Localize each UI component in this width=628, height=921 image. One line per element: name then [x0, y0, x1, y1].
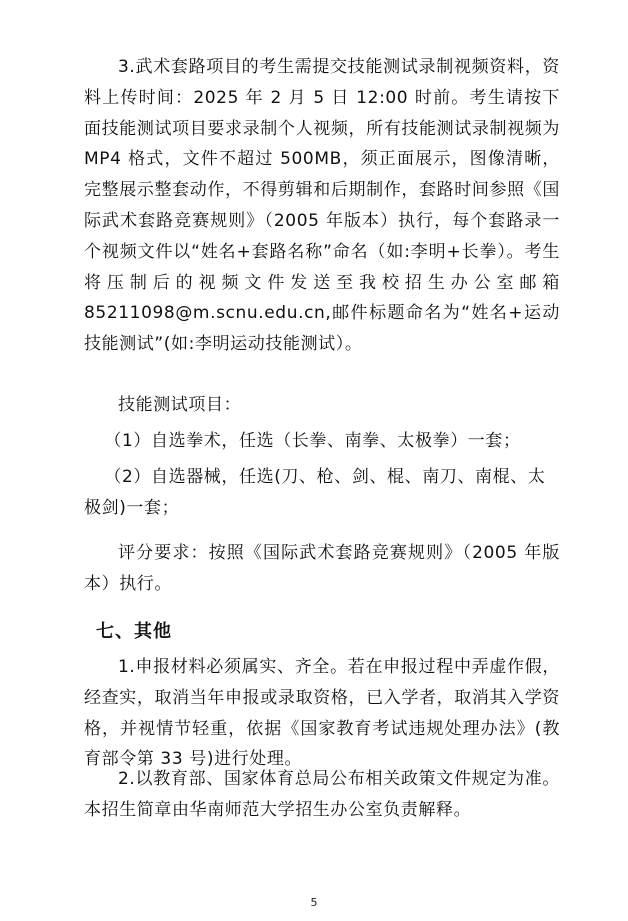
- other-paragraph-1: 1.申报材料必须属实、齐全。若在申报过程中弄虚作假，经查实，取消当年申报或录取资格，已入学者，取消其入学资格，并视情节轻重，依据《国家教育考试违规处理办法》(教育部令第 33 号)进行处理。: [84, 657, 560, 770]
- skill-test-items-title: 技能测试项目：: [118, 395, 242, 415]
- skill-test-item-1: （1）自选拳术，任选（长拳、南拳、太极拳）一套；: [104, 431, 521, 451]
- section-heading-other: 七、其他: [96, 621, 172, 642]
- scoring-requirements-paragraph: 评分要求：按照《国际武术套路竞赛规则》（2005 年版本）执行。: [84, 543, 560, 594]
- skill-test-item-2: （2）自选器械，任选(刀、枪、剑、棍、南刀、南棍、太极剑)一套；: [84, 467, 546, 518]
- video-submission-paragraph: 3.武术套路项目的考生需提交技能测试录制视频资料，资料上传时间：2025 年 2 月 5 日 12:00 时前。考生请按下面技能测试项目要求录制个人视频，所有技能测试录制视频为 MP4 格式，文件不超过 500MB，须正面展示，图像清晰，完整展示整套动作，不得剪辑和后期制作，套路时间参照《国际武术套路竞赛规则》（2005 年版本）执行，每个套路录一个视频文件以“姓名+套路名称”命名（如:李明+长拳）。考生将压制后的视频文件发送至我校招生办公室邮箱 85211098@m.scnu.edu.cn,邮件标题命名为“姓名+运动技能测试”(如:李明运动技能测试）。: [84, 57, 560, 355]
- other-paragraph-2: 2.以教育部、国家体育总局公布相关政策文件规定为准。本招生简章由华南师范大学招生办公室负责解释。: [84, 769, 560, 820]
- page-number: 5: [310, 896, 318, 909]
